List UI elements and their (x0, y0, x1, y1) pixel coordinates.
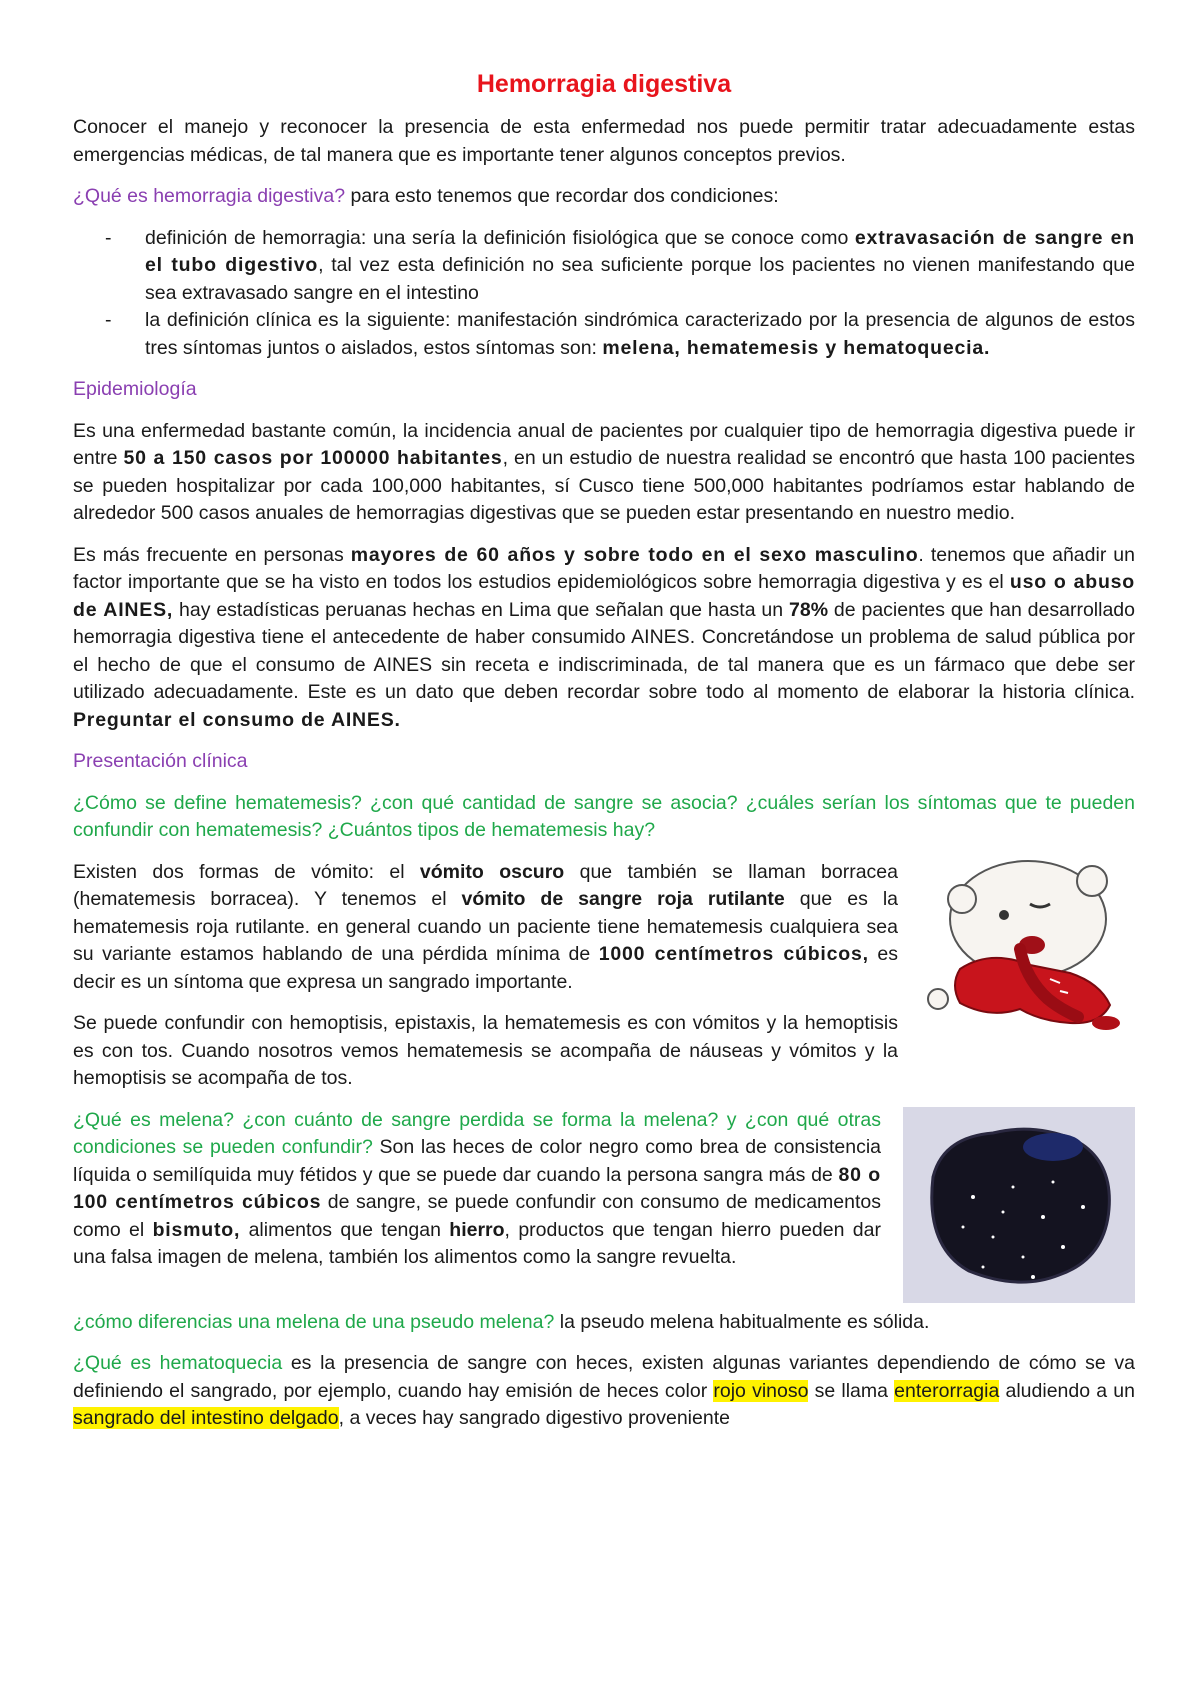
bold-run: 1000 centímetros cúbicos, (598, 943, 869, 965)
text-run: , productos que tengan hierro pueden dar una falsa imagen de melena, también los alimentos como la sangre revuelta. (73, 1218, 881, 1268)
epidemiology-heading: Epidemiología (73, 378, 197, 400)
text-run: de pacientes que han desarrollado hemorragia digestiva tiene el antecedente de haber consumido AINES. Concretándose un problema de salud pública por el hecho de que el consumo de AINES sin receta e indiscriminada, de tal manera que es un fármaco que debe ser utilizado adecuadamente. Este es un dato que deben recordar sobre todo al momento de elaborar la historia clínica. (73, 598, 1135, 703)
text-run: de sangre, se puede confundir con consumo de medicamentos como el (73, 1191, 881, 1241)
text-run: hay estadísticas peruanas hechas en Lima que señalan que hasta un (173, 598, 790, 621)
epidemiology-paragraph-2 (73, 542, 1135, 735)
hematoquecia-paragraph (73, 1350, 1135, 1433)
hematemesis-question: ¿Cómo se define hematemesis? ¿con qué cantidad de sangre se asocia? ¿cuáles serían los síntomas que te pueden confundir con hematemesis? ¿Cuántos tipos de hematemesis hay? (73, 791, 1135, 841)
bold-run: bismuto, (152, 1218, 241, 1241)
clinical-heading: Presentación clínica (73, 750, 248, 772)
text-run: aludiendo a un (999, 1379, 1135, 1402)
page-title: Hemorragia digestiva (476, 70, 732, 98)
bold-run: 80 o 100 centímetros cúbicos (73, 1163, 881, 1213)
text-run: que también se llaman borracea (hematemesis borracea). Y tenemos el (73, 860, 898, 910)
melena-photo (903, 1107, 1135, 1303)
pseudo-melena-paragraph (73, 1309, 1135, 1337)
intro-paragraph: Conocer el manejo y reconocer la presencia de esta enfermedad nos puede permitir tratar adecuadamente estas emergencias médicas, de tal manera que es importante tener algunos conceptos previos. (73, 116, 1135, 166)
text-run: Existen dos formas de vómito: el (73, 860, 420, 883)
text-run: la pseudo melena habitualmente es sólida. (554, 1310, 930, 1333)
text-run: que es la hematemesis roja rutilante. en general cuando un paciente tiene hematemesis cualquiera sea su variante estamos hablando de una pérdida mínima de (73, 888, 898, 965)
list-item (73, 307, 1135, 362)
pseudo-melena-question: ¿cómo diferencias una melena de una pseudo melena? (73, 1310, 555, 1333)
definition-question-rest: para esto tenemos que recordar dos condiciones: (345, 185, 779, 207)
bold-run: 50 a 150 casos por 100000 habitantes (123, 447, 503, 469)
definition-question-paragraph (73, 183, 1135, 211)
list-item-bold: melena, hematemesis y hematoquecia. (602, 336, 991, 359)
document-body (73, 68, 1135, 1433)
list-item (73, 225, 1135, 308)
bold-run: vómito de sangre roja rutilante (461, 888, 785, 910)
bold-run: vómito oscuro (419, 860, 565, 883)
text-run: . tenemos que añadir un factor importante que se ha visto en todos los estudios epidemiológicos sobre hemorragia digestiva y es el (73, 543, 1135, 593)
bold-run: hierro (449, 1218, 505, 1241)
list-item-text: la definición clínica es la siguiente: manifestación sindrómica caracterizado por la presencia de algunos de estos tres síntomas juntos o aislados, estos síntomas son: (145, 309, 1135, 359)
definitions-list (73, 225, 1135, 363)
melena-question: ¿Qué es melena? ¿con cuánto de sangre perdida se forma la melena? y ¿con qué otras condiciones se pueden confundir? (73, 1108, 881, 1158)
bold-run: 78% (789, 598, 829, 621)
text-run: Son las heces de color negro como brea de consistencia líquida o semilíquida muy fétidos y que se puede dar cuando la persona sangra más de (73, 1136, 881, 1186)
highlighted-text: rojo vinoso (713, 1379, 809, 1402)
highlighted-text: enterorragia (894, 1379, 1000, 1402)
bold-run: Preguntar el consumo de AINES. (73, 708, 401, 731)
list-item-text: definición de hemorragia: una sería la definición fisiológica que se conoce como (145, 226, 855, 249)
bold-run: uso o abuso de AINES, (73, 571, 1136, 621)
list-item-bold: extravasación de sangre en el tubo digestivo (145, 226, 1135, 276)
text-run: es la presencia de sangre con heces, existen algunas variantes dependiendo de cómo se va definiendo el sangrado, por ejemplo, cuando hay emisión de heces color (73, 1352, 1136, 1402)
highlighted-text: sangrado del intestino delgado (73, 1407, 339, 1429)
text-run: es decir es un síntoma que expresa un sangrado importante. (73, 943, 899, 993)
bold-run: mayores de 60 años y sobre todo en el sexo masculino (350, 543, 919, 566)
text-run: Es más frecuente en personas (73, 543, 351, 566)
text-run: , a veces hay sangrado digestivo proveniente (338, 1407, 730, 1429)
hemoptisis-paragraph: Se puede confundir con hemoptisis, epistaxis, la hematemesis es con vómitos y la hemoptisis es con tos. Cuando nosotros vemos hematemesis se acompaña de náuseas y vómitos y la hemoptisis se acompaña de tos. (73, 1012, 898, 1089)
hematemesis-illustration (920, 849, 1135, 1037)
epidemiology-paragraph-1 (73, 418, 1135, 528)
text-run: alimentos que tengan (240, 1218, 450, 1241)
text-run: Es una enfermedad bastante común, la incidencia anual de pacientes por cualquier tipo de hemorragia digestiva puede ir entre (73, 419, 1135, 469)
definition-question: ¿Qué es hemorragia digestiva? (73, 185, 346, 207)
list-item-text: , tal vez esta definición no sea suficiente porque los pacientes no vienen manifestando que sea extravasado sangre en el intestino (145, 254, 1135, 304)
text-run: se llama (808, 1379, 895, 1402)
hematoquecia-question: ¿Qué es hematoquecia (73, 1352, 283, 1374)
text-run: , en un estudio de nuestra realidad se encontró que hasta 100 pacientes se pueden hospitalizar por cada 100,000 habitantes, sí Cusco tiene 500,000 habitantes podríamos estar hablando de alrededor 500 casos anuales de hemorragias digestivas que se pueden estar presentando en nuestro medio. (73, 447, 1135, 524)
